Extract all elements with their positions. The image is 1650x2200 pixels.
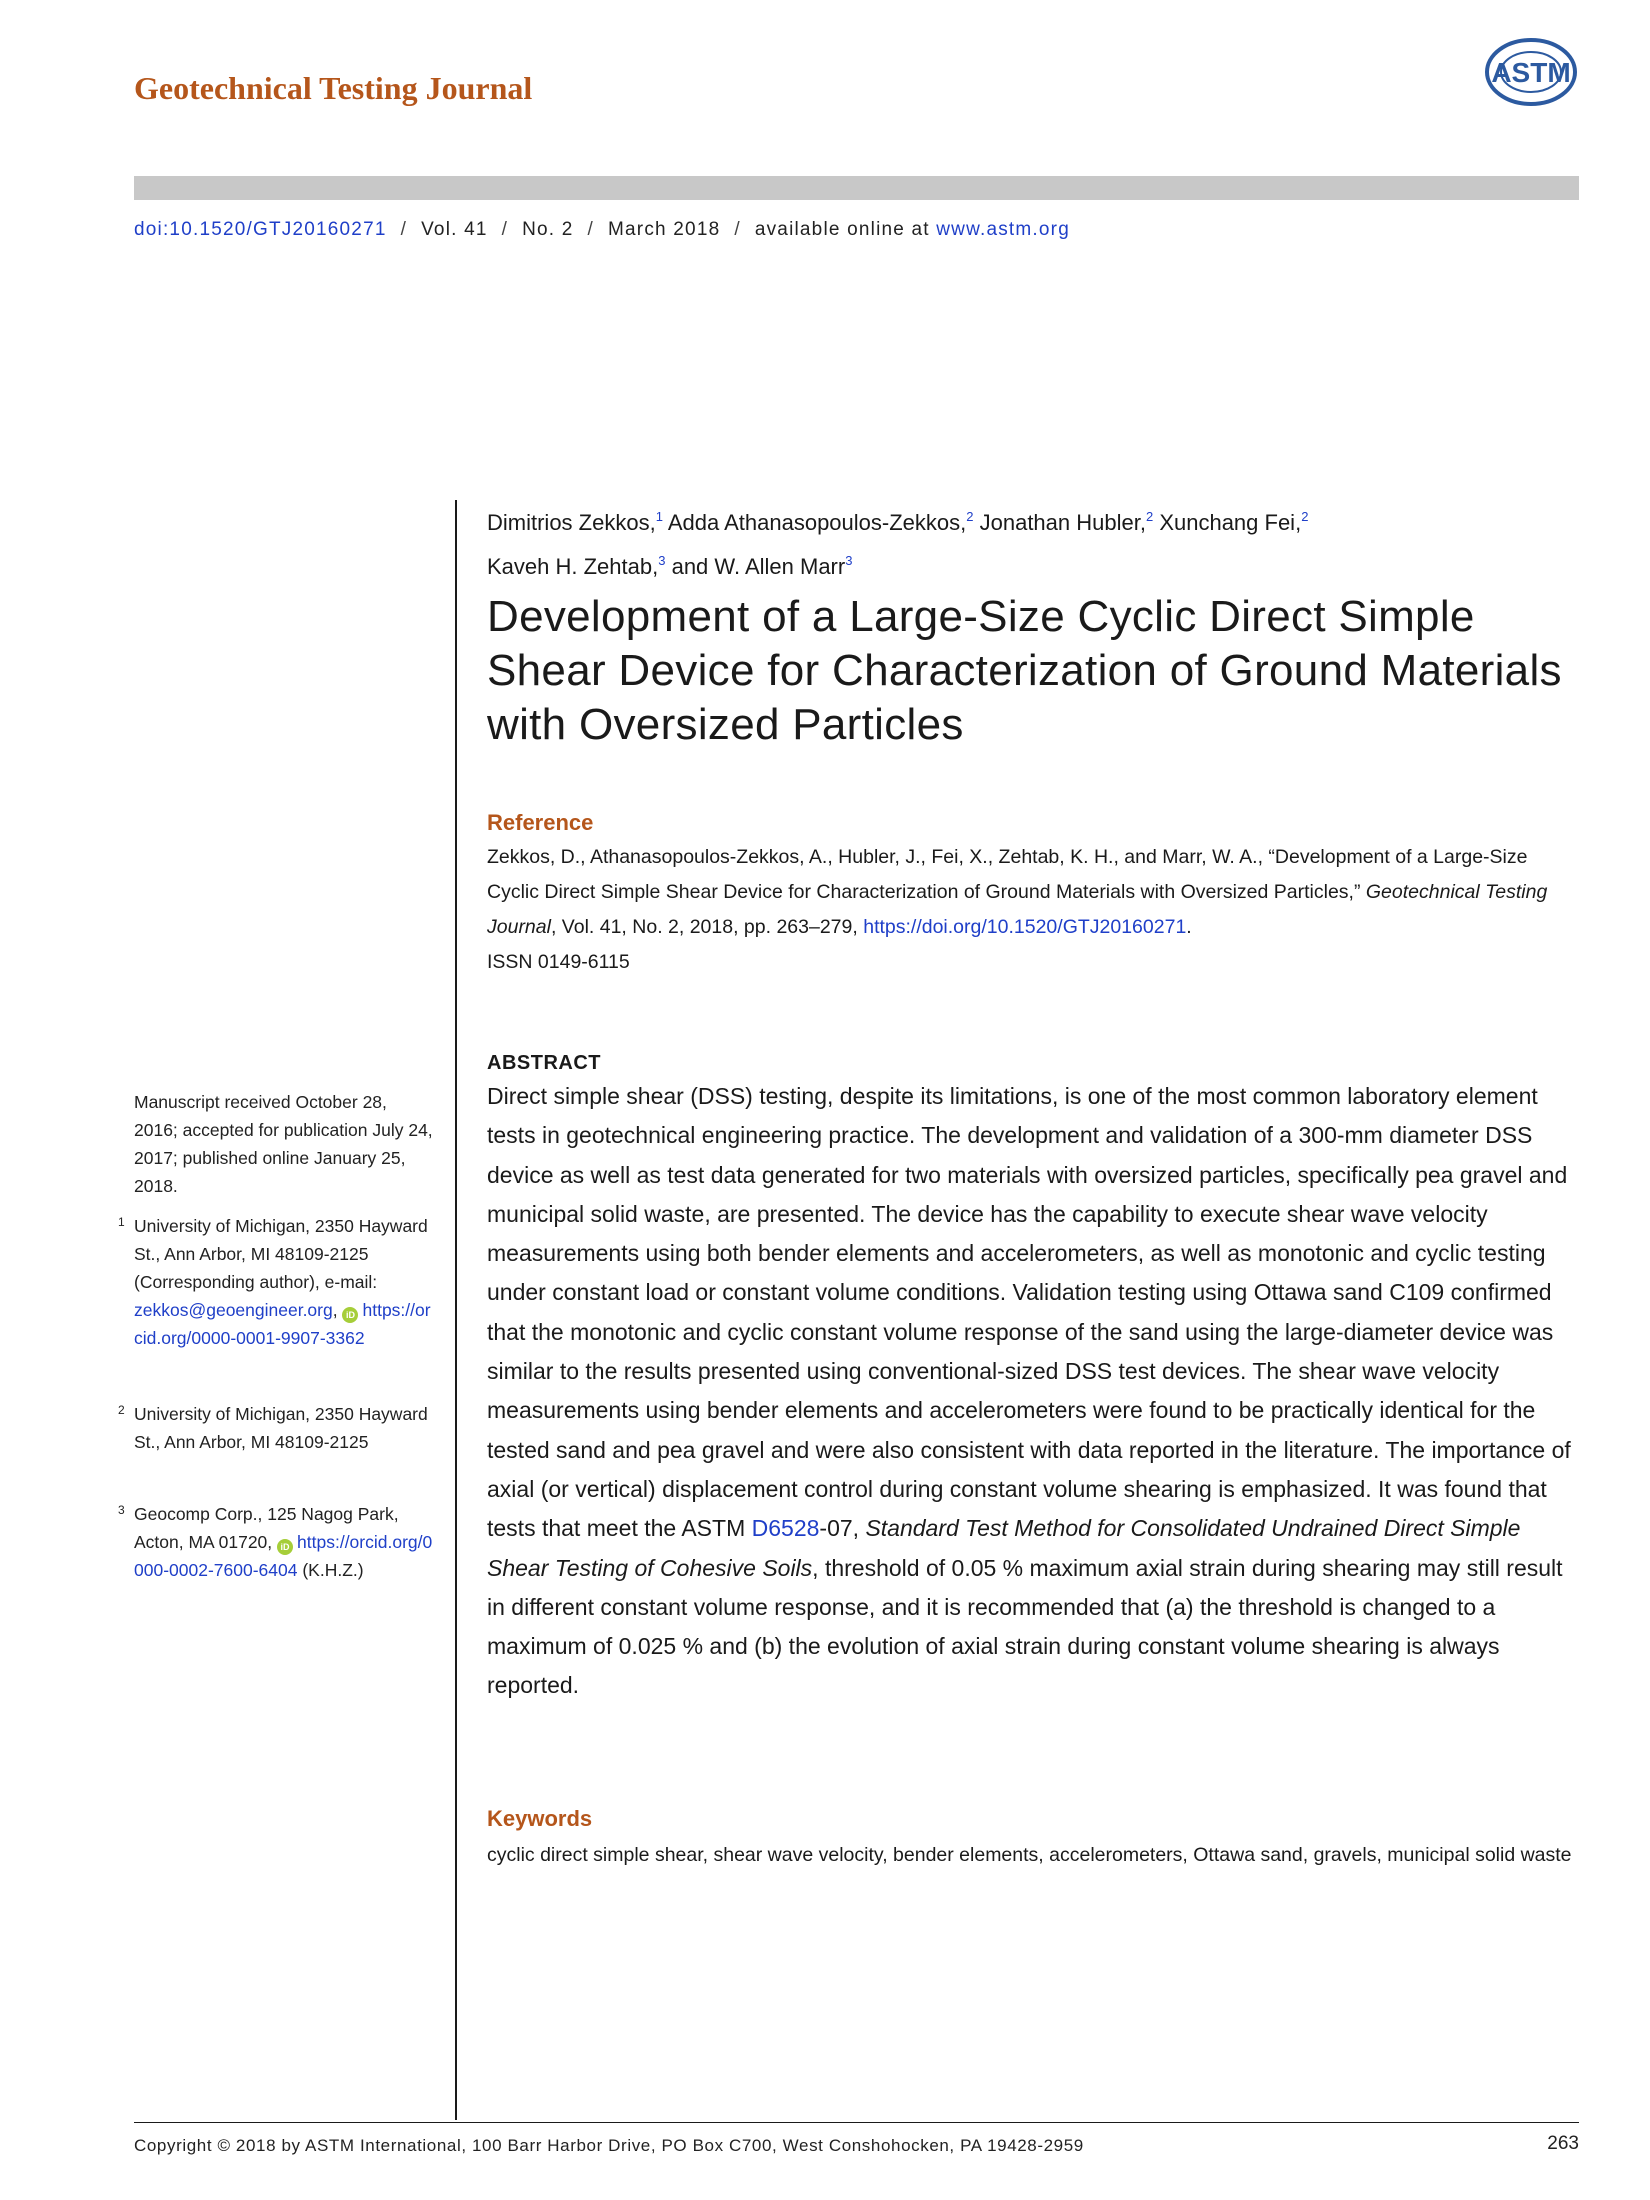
abstract-section [487, 1052, 1579, 1706]
manuscript-history: Manuscript received October 28, 2016; accepted for publication July 24, 2017; published online January 25, 2018. [134, 1092, 433, 1196]
affiliation-1 [118, 1212, 434, 1352]
copyright: Copyright © 2018 by ASTM International, 100 Barr Harbor Drive, PO Box C700, West Conshohocken, PA 19428-2959 [134, 2136, 1084, 2155]
column-divider [455, 500, 457, 2120]
available-online-label: available online at [754, 219, 930, 240]
abstract-text-end: , threshold of 0.05 % maximum axial strain during shearing may still result in different constant volume response, and it is recommended that (a) the threshold is changed to a maximum of 0.025 % and (b) the evolution of axial strain during constant volume shearing is always reported. [487, 1554, 1563, 1699]
website-link[interactable]: www.astm.org [936, 219, 1070, 240]
footnote-number: 1 [118, 1215, 125, 1229]
reference-section [487, 810, 1579, 980]
orcid-icon: iD [342, 1307, 358, 1323]
author-name: Jonathan Hubler, [979, 510, 1146, 535]
orcid-link[interactable]: https://orcid.org/0000-0002-7600-6404 [134, 1532, 433, 1580]
affiliation-marker[interactable]: 1 [655, 509, 663, 524]
separator: / [400, 219, 408, 240]
publication-line [134, 219, 1070, 241]
affiliation-comma: , [332, 1300, 338, 1320]
separator: / [501, 219, 509, 240]
author-name: Kaveh H. Zehtab, [487, 554, 659, 579]
reference-text [487, 840, 1579, 980]
affiliation-text: University of Michigan, 2350 Hayward St., Ann Arbor, MI 48109-2125 (Corresponding author), e-mail: [134, 1216, 428, 1292]
page-number: 263 [1547, 2133, 1579, 2154]
journal-title: Geotechnical Testing Journal [134, 70, 533, 106]
issue-date: March 2018 [608, 219, 721, 240]
affiliation-2 [118, 1400, 434, 1456]
issue-number: No. 2 [522, 219, 574, 240]
citation-details: , Vol. 41, No. 2, 2018, pp. 263–279, [550, 916, 858, 938]
author-name: and W. Allen Marr [671, 554, 846, 579]
affiliation-text: University of Michigan, 2350 Hayward St., Ann Arbor, MI 48109-2125 [134, 1404, 428, 1452]
orcid-link[interactable]: https://orcid.org/0000-0001-9907-3362 [134, 1300, 431, 1348]
abstract-heading: ABSTRACT [487, 1052, 601, 1074]
affiliation-text: Geocomp Corp., 125 Nagog Park, Acton, MA 01720, [134, 1504, 399, 1552]
abstract-text-main: Direct simple shear (DSS) testing, despite its limitations, is one of the most common laboratory element tests in geotechnical engineering practice. The development and validation of a 300-mm diameter DSS device as well as test data generated for two materials with oversized particles, specifically pea gravel and municipal solid waste, are presented. The device has the capability to execute shear wave velocity measurements using both bender elements and accelerometers, as well as monotonic and cyclic testing under constant load or constant volume conditions. Validation testing using Ottawa sand C109 confirmed that the monotonic and cyclic constant volume response of the sand using the large-diameter device was similar to the results presented using conventional-sized DSS test devices. The shear wave velocity measurements using bender elements and accelerometers were found to be practically identical for the tested sand and pea gravel and were also consistent with data reported in the literature. The importance of axial (or vertical) displacement control during constant volume shearing is emphasized. It was found that tests that meet the ASTM [487, 1083, 1571, 1542]
keywords-section [487, 1806, 1579, 1873]
footer-rule [134, 2122, 1579, 2123]
standard-link[interactable]: D6528 [751, 1515, 820, 1542]
reference-heading: Reference [487, 810, 594, 835]
affiliation-marker[interactable]: 2 [1145, 509, 1154, 524]
keywords-heading: Keywords [487, 1806, 593, 1831]
author-name: Xunchang Fei, [1159, 510, 1302, 535]
doi-link[interactable]: doi:10.1520/GTJ20160271 [134, 219, 387, 240]
article-title: Development of a Large-Size Cyclic Direct Simple Shear Device for Characterization of Ground Materials with Oversized Particles [487, 592, 1562, 749]
author-name: Adda Athanasopoulos-Zekkos, [667, 510, 967, 535]
affiliation-marker[interactable]: 2 [966, 509, 974, 524]
author-list [487, 498, 1579, 586]
standard-title: Standard Test Method for Consolidated Undrained Direct Simple Shear Testing of Cohesive Soils [487, 1515, 1521, 1581]
volume: Vol. 41 [421, 219, 488, 240]
logo-text: ASTM [1491, 57, 1571, 88]
affiliation-marker[interactable]: 3 [658, 553, 666, 568]
footnote-number: 2 [118, 1403, 125, 1417]
standard-suffix: -07, [819, 1515, 860, 1542]
astm-logo-icon [1484, 36, 1578, 108]
abstract-text [487, 1077, 1579, 1706]
footnote-number: 3 [118, 1503, 125, 1517]
citation-text: Zekkos, D., Athanasopoulos-Zekkos, A., Hubler, J., Fei, X., Zehtab, K. H., and Marr, W. A., “Development of a Large-Size Cyclic Direct Simple Shear Device for Characterization of Ground Materials with Oversized Particles,” [487, 846, 1528, 903]
author-initials: (K.H.Z.) [302, 1560, 364, 1580]
author-name: Dimitrios Zekkos, [487, 510, 656, 535]
issn: ISSN 0149-6115 [487, 951, 630, 973]
citation-period: . [1186, 916, 1192, 938]
affiliation-marker[interactable]: 2 [1301, 509, 1309, 524]
doi-link[interactable]: https://doi.org/10.1520/GTJ20160271 [863, 916, 1187, 938]
affiliation-marker[interactable]: 3 [845, 553, 853, 568]
separator: / [587, 219, 595, 240]
header-band [134, 176, 1579, 200]
keywords-text: cyclic direct simple shear, shear wave velocity, bender elements, accelerometers, Ottawa sand, gravels, municipal solid waste [487, 1844, 1572, 1866]
separator: / [734, 219, 741, 240]
citation-journal: Geotechnical Testing Journal [487, 881, 1548, 938]
affiliation-3 [118, 1500, 434, 1584]
orcid-icon: iD [277, 1539, 293, 1555]
email-link[interactable]: zekkos@geoengineer.org [134, 1300, 333, 1320]
